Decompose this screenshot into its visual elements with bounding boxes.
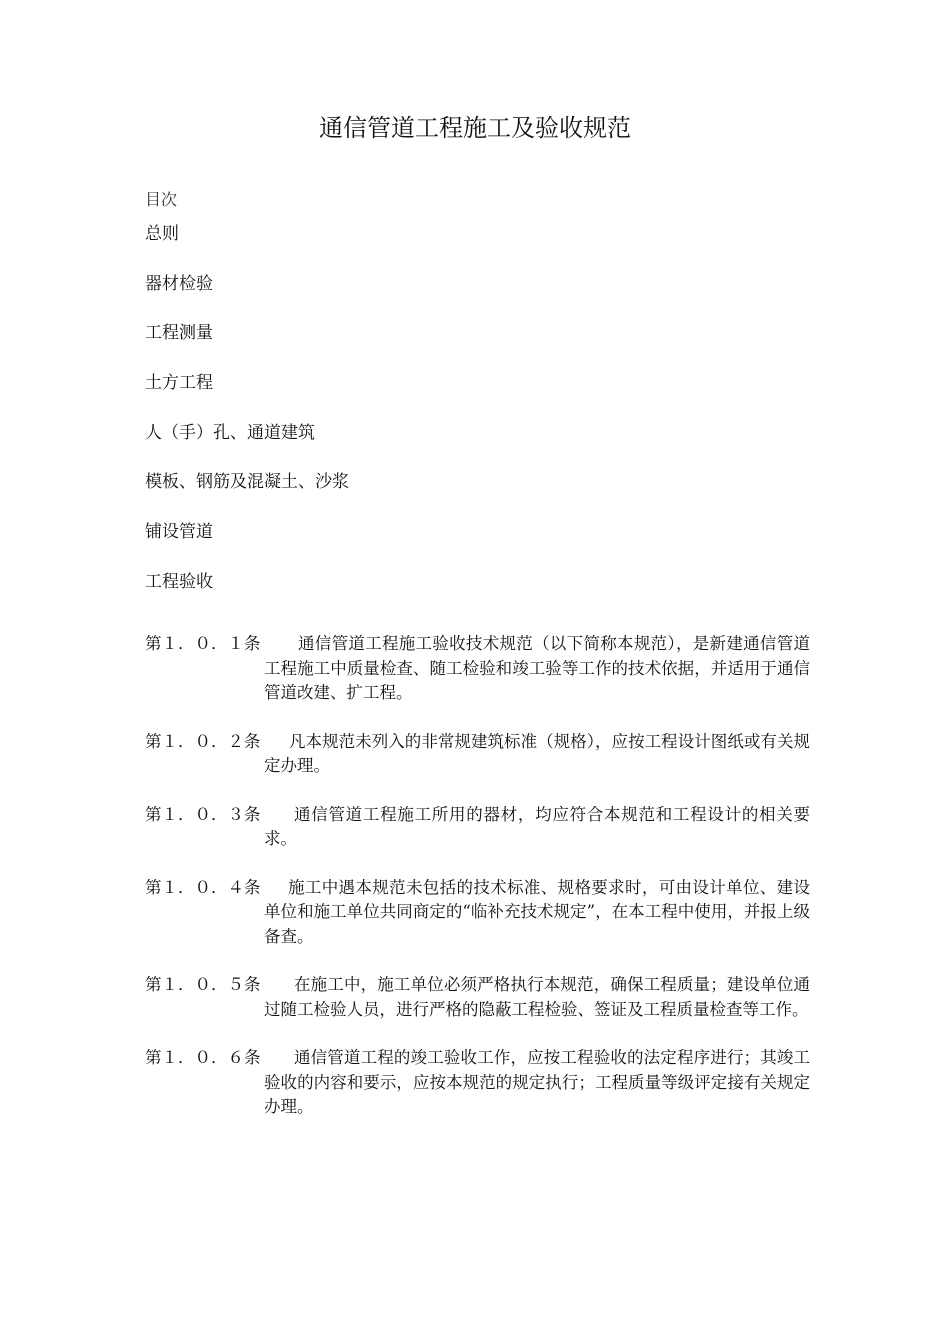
- article-number: 第１．０．５条: [145, 975, 261, 994]
- article-text: 通信管道工程的竣工验收工作，应按工程验收的法定程序进行；其竣工验收的内容和要示，应按本规范的规定执行；工程质量等级评定接有关规定办理。: [264, 1048, 810, 1116]
- toc-item-manhole-construction: 人（手）孔、通道建筑: [145, 422, 315, 443]
- article-text: 凡本规范未列入的非常规建筑标准（规格），应按工程设计图纸或有关规定办理。: [264, 731, 810, 775]
- article-1-0-2: [145, 730, 810, 779]
- article-1-0-4: [145, 876, 810, 950]
- toc-item-pipe-laying: 铺设管道: [145, 522, 213, 543]
- article-number: 第１．０．１条: [145, 634, 261, 653]
- article-list: [145, 632, 810, 1144]
- article-number: 第１．０．３条: [145, 804, 261, 824]
- toc-item-formwork-concrete: 模板、钢筋及混凝土、沙浆: [145, 472, 349, 493]
- article-text: 通信管道工程施工验收技术规范（以下简称本规范），是新建通信管道工程施工中质量检查、随工检验和竣工验等工作的技术依据，并适用于通信管道改建、扩工程。: [264, 634, 810, 702]
- toc-heading: 目次: [145, 190, 178, 209]
- article-text: 通信管道工程施工所用的器材，均应符合本规范和工程设计的相关要求。: [264, 804, 810, 848]
- toc-item-earthwork: 土方工程: [145, 373, 213, 394]
- toc-item-survey: 工程测量: [145, 323, 213, 344]
- article-1-0-6: [145, 1046, 810, 1120]
- article-1-0-1: [145, 632, 810, 706]
- article-1-0-5: [145, 973, 810, 1022]
- table-of-contents: [145, 222, 349, 620]
- toc-item-acceptance: 工程验收: [145, 571, 213, 592]
- document-title: 通信管道工程施工及验收规范: [319, 114, 631, 142]
- toc-item-general: 总则: [145, 224, 179, 244]
- article-1-0-3: [145, 803, 810, 852]
- article-number: 第１．０．２条: [145, 731, 261, 751]
- article-text: 施工中遇本规范未包括的技术标准、规格要求时，可由设计单位、建设单位和施工单位共同商定的“临补充技术规定”，在本工程中使用，并报上级备查。: [264, 877, 810, 946]
- toc-item-materials-inspection: 器材检验: [145, 273, 213, 294]
- article-number: 第１．０．６条: [145, 1048, 261, 1067]
- article-text: 在施工中，施工单位必须严格执行本规范，确保工程质量；建设单位通过随工检验人员，进行严格的隐蔽工程检验、签证及工程质量检查等工作。: [264, 975, 810, 1019]
- article-number: 第１．０．４条: [145, 877, 261, 897]
